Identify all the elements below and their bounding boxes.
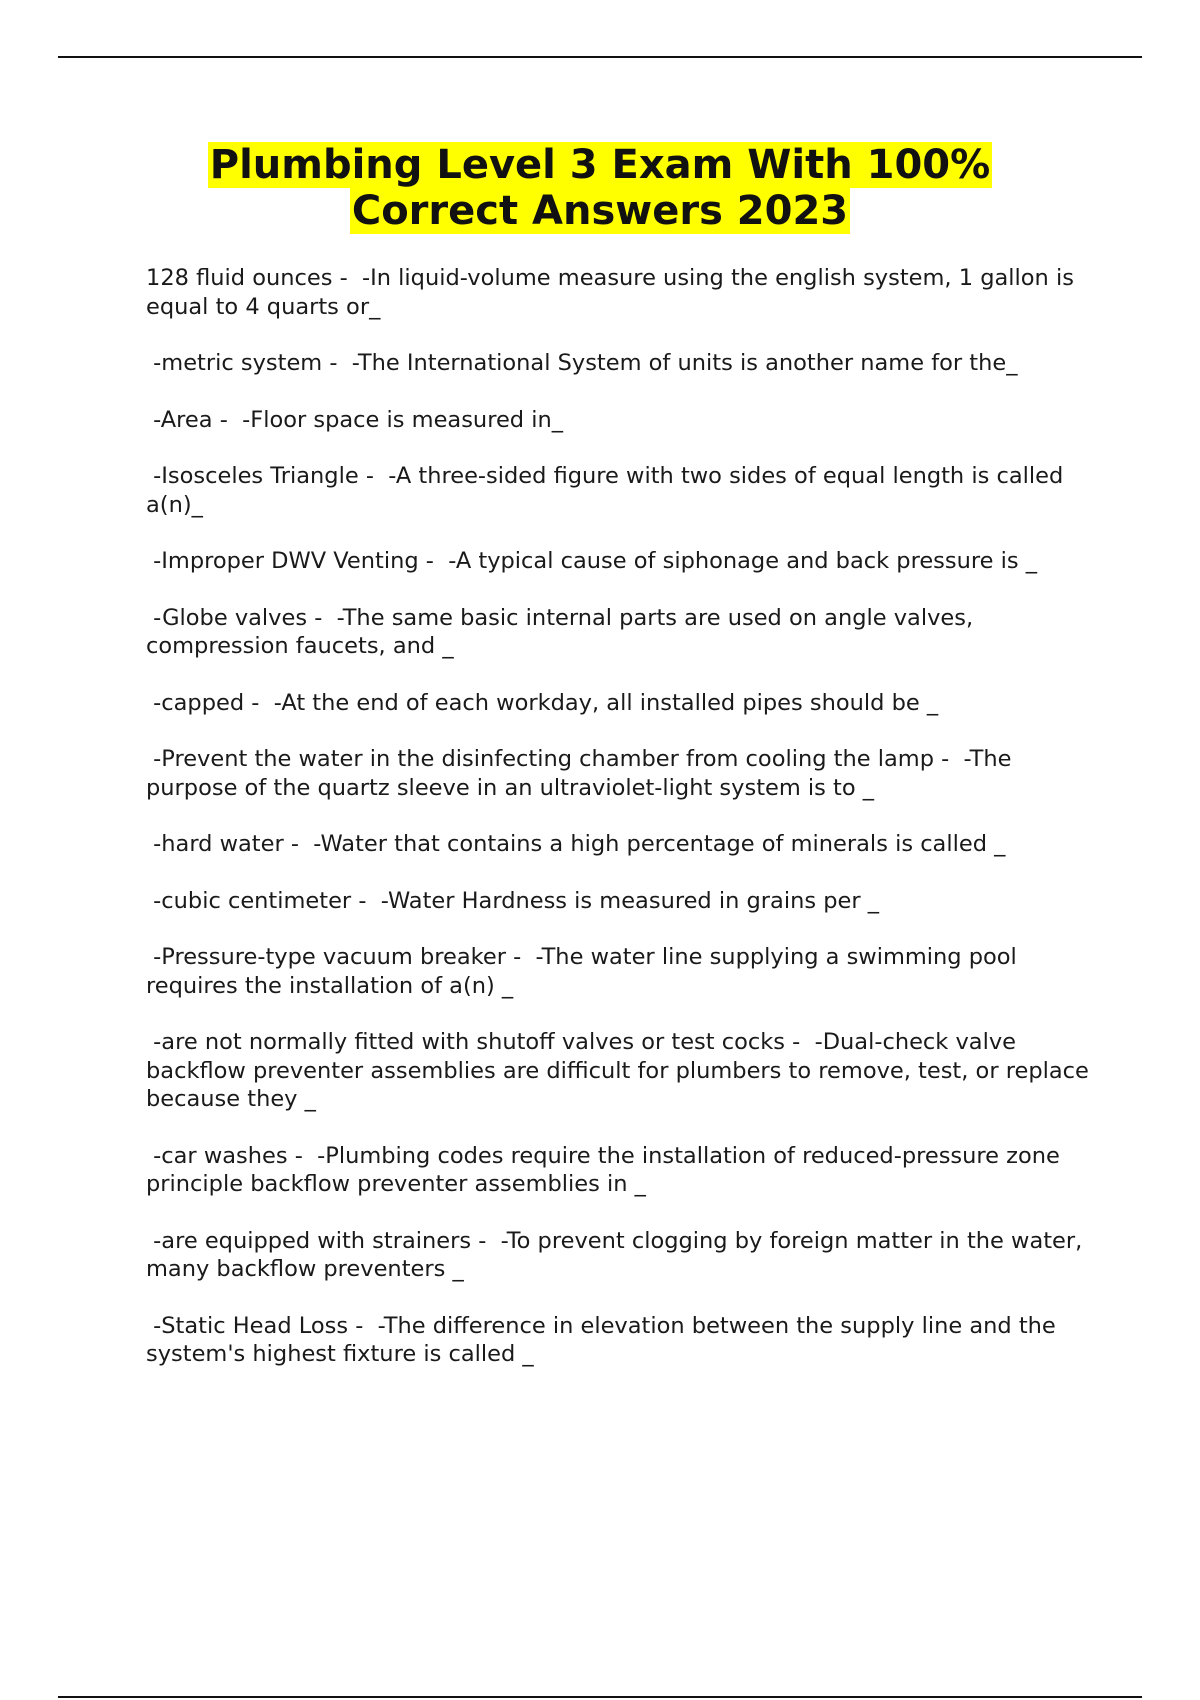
qa-item: -Prevent the water in the disinfecting chamber from cooling the lamp - -The purpose of the quartz sleeve in an ultraviolet-light system is to _: [146, 746, 1019, 801]
qa-item: -Area - -Floor space is measured in_: [146, 406, 563, 433]
qa-item: -Static Head Loss - -The difference in elevation between the supply line and the system's highest fixture is called _: [146, 1312, 1063, 1367]
qa-item: -metric system - -The International System of units is another name for the_: [146, 350, 1018, 376]
qa-item: -Globe valves - -The same basic internal parts are used on angle valves, compression faucets, and _: [146, 604, 981, 659]
bottom-rule: [58, 1696, 1142, 1698]
qa-item: -capped - -At the end of each workday, all installed pipes should be _: [146, 689, 939, 716]
qa-item: -car washes - -Plumbing codes require the installation of reduced-pressure zone principle backflow preventer assemblies in _: [146, 1142, 1068, 1197]
qa-item: -are not normally fitted with shutoff valves or test cocks - -Dual-check valve backflow preventer assemblies are difficult for plumbers to remove, test, or replace because they _: [146, 1029, 1097, 1112]
qa-item: -hard water - -Water that contains a high percentage of minerals is called _: [146, 831, 1006, 857]
top-rule: [58, 56, 1142, 58]
qa-item: -Pressure-type vacuum breaker - -The water line supplying a swimming pool requires the installation of a(n) _: [146, 944, 1024, 999]
qa-item: 128 fluid ounces - -In liquid-volume measure using the english system, 1 gallon is equal to 4 quarts or_: [146, 265, 1082, 320]
qa-list: [146, 264, 1096, 1397]
page-title: [0, 142, 1200, 234]
title-line-1: Plumbing Level 3 Exam With 100%: [209, 142, 991, 188]
title-line-2: Correct Answers 2023: [351, 188, 849, 234]
qa-item: -cubic centimeter - -Water Hardness is measured in grains per _: [146, 887, 880, 914]
qa-item: -Improper DWV Venting - -A typical cause of siphonage and back pressure is _: [146, 548, 1038, 574]
qa-item: -are equipped with strainers - -To prevent clogging by foreign matter in the water, many backflow preventers _: [146, 1227, 1090, 1282]
qa-item: -Isosceles Triangle - -A three-sided figure with two sides of equal length is called a(n)_: [146, 463, 1071, 518]
